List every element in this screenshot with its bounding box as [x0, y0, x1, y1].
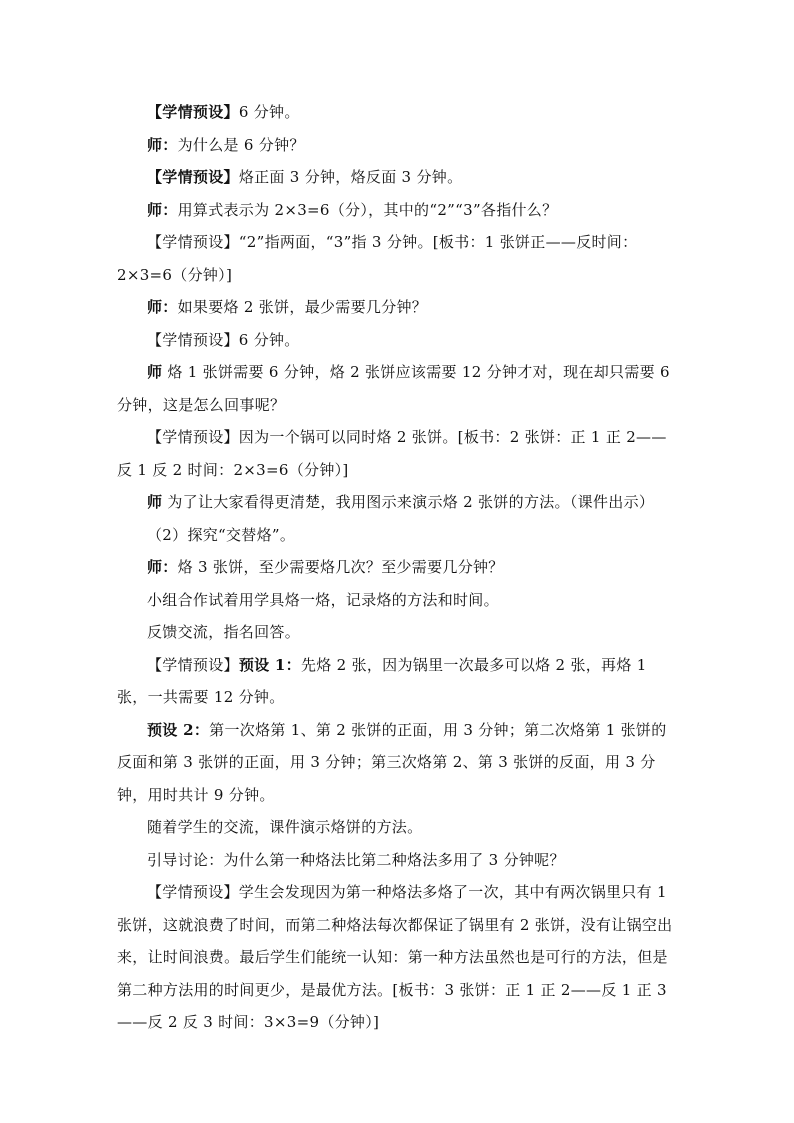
paragraph	[117, 616, 677, 649]
paragraph	[117, 876, 677, 1039]
lead-label: 【学情预设】	[147, 168, 239, 186]
paragraph	[117, 844, 677, 877]
paragraph	[117, 811, 677, 844]
paragraph	[117, 714, 677, 812]
teacher-label: 师	[147, 493, 163, 511]
paragraph-text: 引导讨论：为什么第一种烙法比第二种烙法多用了 3 分钟呢？	[147, 850, 565, 869]
teacher-label: 师	[147, 363, 163, 381]
paragraph	[117, 584, 677, 617]
paragraph-text: 为了让大家看得更清楚，我用图示来演示烙 2 张饼的方法。（课件出示）	[162, 493, 655, 511]
preset-label: 预设 1：	[238, 655, 301, 674]
document-page	[117, 96, 677, 1039]
paragraph-text: 反馈交流，指名回答。	[147, 623, 301, 641]
paragraph	[117, 129, 677, 162]
paragraph-text: 随着学生的交流，课件演示烙饼的方法。	[147, 818, 423, 836]
paragraph	[117, 551, 677, 584]
paragraph-text: 烙 1 张饼需要 6 分钟，烙 2 张饼应该需要 12 分钟才对，现在却只需要 6 分钟，这是怎么回事呢？	[117, 363, 670, 414]
paragraph	[117, 486, 677, 519]
paragraph	[117, 161, 677, 194]
paragraph	[117, 291, 677, 324]
paragraph	[117, 356, 677, 421]
paragraph	[117, 324, 677, 357]
paragraph-text: 用算式表示为 2×3=6（分），其中的“2”“3”各指什么？	[177, 200, 558, 219]
paragraph	[117, 226, 677, 291]
paragraph-text: 6 分钟。	[238, 103, 300, 121]
paragraph-text: 【学情预设】学生会发现因为第一种烙法多烙了一次，其中有两次锅里只有 1 张饼，这就浪费了时间，而第二种烙法每次都保证了锅里有 2 张饼，没有让锅空出来，让时间浪费。最后学生们能统一认知：第一种方法虽然也是可行的方法，但是第二种方法用的时间更少，是最优方法。[板书：3 张饼：正 1 正 2——反 1 正 3——反 2 反 3 时间：3×3=9（分钟）]	[117, 883, 673, 1031]
paragraph-text: 小组合作试着用学具烙一烙，记录烙的方法和时间。	[147, 590, 499, 609]
lead-label: 【学情预设】	[147, 103, 239, 121]
paragraph-text: 先烙 2 张，因为锅里一次最多可以烙 2 张，再烙 1 张，一共需要 12 分钟。	[117, 655, 647, 706]
paragraph-text: 如果要烙 2 张饼，最少需要几分钟？	[177, 298, 428, 316]
paragraph-text: 【学情预设】	[147, 655, 239, 674]
paragraph-text: 【学情预设】因为一个锅可以同时烙 2 张饼。[板书：2 张饼：正 1 正 2——反 1 反 2 时间：2×3=6（分钟）]	[117, 428, 667, 479]
paragraph-text: 烙 3 张饼，至少需要烙几次？至少需要几分钟？	[177, 558, 504, 576]
paragraph-text: 【学情预设】“2”指两面，“3”指 3 分钟。[板书：1 张饼正——反时间：2×3=6（分钟）]	[117, 233, 638, 284]
paragraph-text: 烙正面 3 分钟，烙反面 3 分钟。	[238, 168, 463, 186]
paragraph	[117, 194, 677, 227]
teacher-label: 师：	[147, 298, 178, 316]
preset-label: 预设 2：	[147, 720, 210, 739]
paragraph-text: （2）探究“交替烙”。	[147, 525, 296, 544]
paragraph	[117, 421, 677, 486]
paragraph	[117, 649, 677, 714]
teacher-label: 师：	[147, 558, 178, 576]
paragraph	[117, 519, 677, 552]
paragraph-text: 第一次烙第 1、第 2 张饼的正面，用 3 分钟；第二次烙第 1 张饼的反面和第 3 张饼的正面，用 3 分钟；第三次烙第 2、第 3 张饼的反面，用 3 分钟，用时共计 9 分钟。	[117, 720, 667, 804]
paragraph	[117, 96, 677, 129]
teacher-label: 师：	[147, 200, 178, 219]
paragraph-text: 为什么是 6 分钟？	[177, 135, 305, 154]
teacher-label: 师：	[147, 135, 178, 154]
paragraph-text: 【学情预设】6 分钟。	[147, 330, 300, 349]
